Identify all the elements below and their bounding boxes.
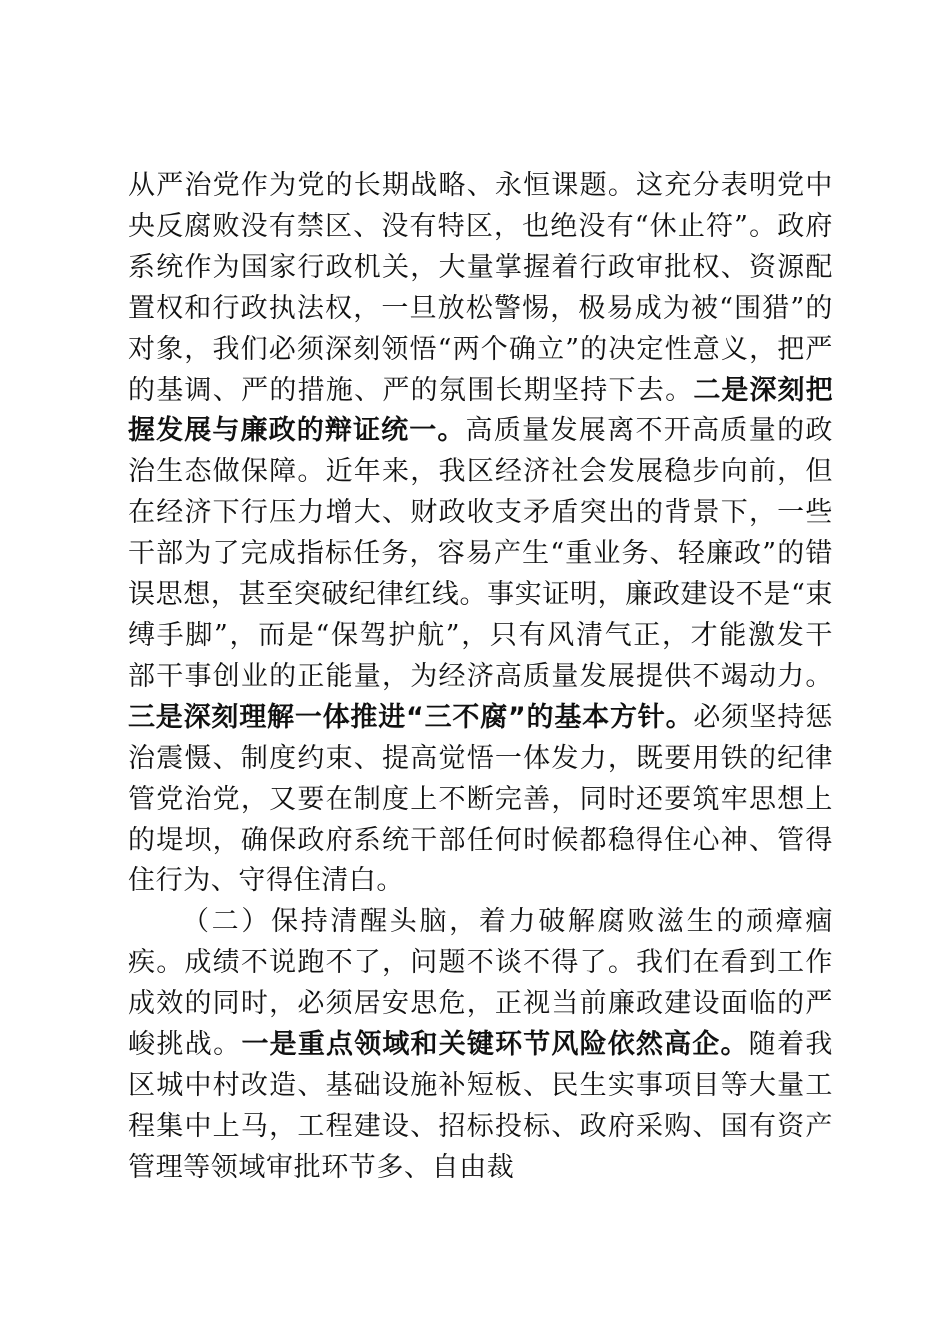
paragraph-1-heading-2: 二是深刻把握发展与廉政的辩证统一。 [128, 374, 834, 447]
paragraph-1-text-3: 必须坚持惩治震慑、制度约束、提高觉悟一体发力，既要用铁的纪律管党治党，又要在制度上不断完善，同时还要筑牢思想上的堤坝，确保政府系统干部任何时候都稳得住心神、管得住行为、守得住清白。 [128, 701, 834, 897]
document-body [128, 166, 833, 1189]
paragraph-1-text-1: 从严治党作为党的长期战略、永恒课题。这充分表明党中央反腐败没有禁区、没有特区，也绝没有“休止符”。政府系统作为国家行政机关，大量掌握着行政审批权、资源配置权和行政执法权，一旦放松警惕，极易成为被“围猎”的对象，我们必须深刻领悟“两个确立”的决定性意义，把严的基调、严的措施、严的氛围长期坚持下去。 [128, 170, 833, 406]
paragraph-1-heading-3: 三是深刻理解一体推进“三不腐”的基本方针。 [128, 701, 694, 733]
paragraph-2-text-2: 随着我区城中村改造、基础设施补短板、民生实事项目等大量工程集中上马，工程建设、招标投标、政府采购、国有资产管理等领域审批环节多、自由裁 [128, 1029, 833, 1183]
paragraph-2-text-1: （二）保持清醒头脑，着力破解腐败滋生的顽瘴痼疾。成绩不说跑不了，问题不谈不得了。我们在看到工作成效的同时，必须居安思危，正视当前廉政建设面临的严峻挑战。 [128, 906, 833, 1061]
paragraph-2 [128, 902, 833, 1188]
paragraph-1-text-2: 高质量发展离不开高质量的政治生态做保障。近年来，我区经济社会发展稳步向前，但在经济下行压力增大、财政收支矛盾突出的背景下，一些干部为了完成指标任务，容易产生“重业务、轻廉政”的错误思想，甚至突破纪律红线。事实证明，廉政建设不是“束缚手脚”，而是“保驾护航”，只有风清气正，才能激发干部干事创业的正能量，为经济高质量发展提供不竭动力。 [128, 415, 833, 692]
paragraph-1 [128, 166, 833, 902]
paragraph-2-heading-1: 一是重点领域和关键环节风险依然高企。 [241, 1029, 749, 1061]
